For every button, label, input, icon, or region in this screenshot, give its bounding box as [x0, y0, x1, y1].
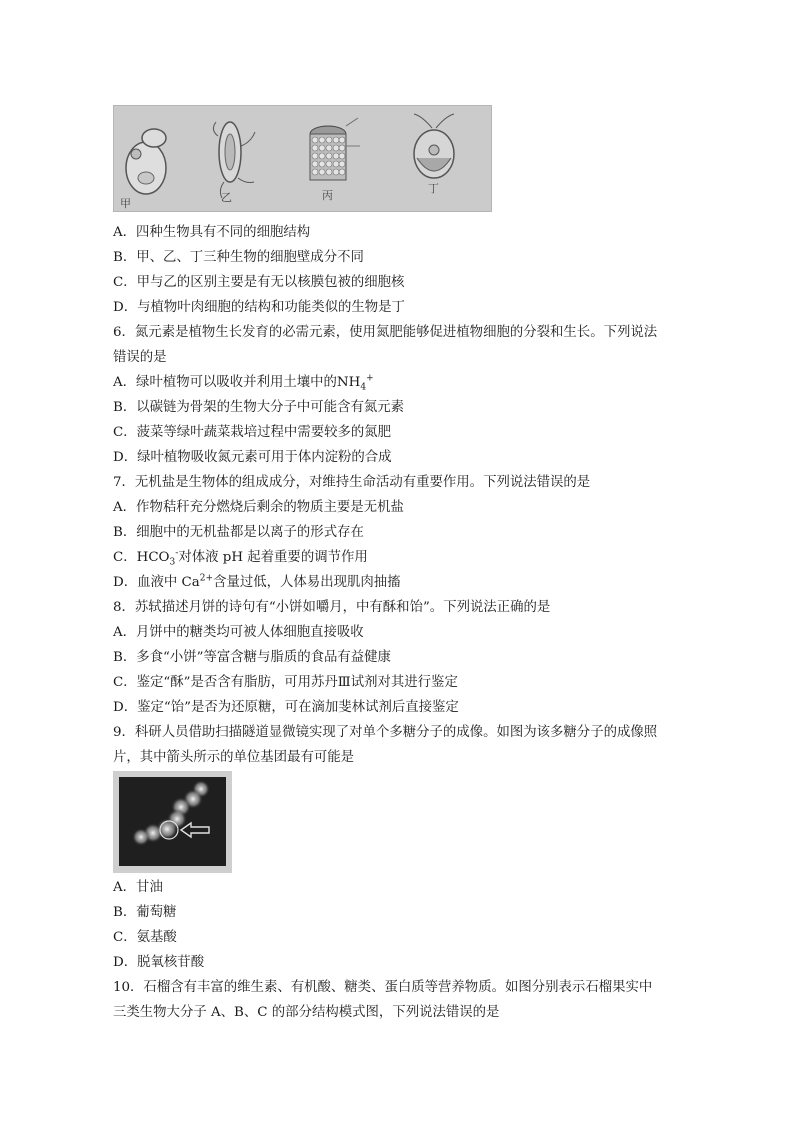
q10-stem-line2: 三类生物大分子 A、B、C 的部分结构模式图，下列说法错误的是 [113, 1005, 500, 1020]
q7-option-d-pre: D．血液中 Ca [113, 575, 200, 590]
q6-stem-line2: 错误的是 [113, 350, 167, 365]
arrow-left-icon [181, 823, 209, 837]
q6-option-a-text: A．绿叶植物可以吸收并利用土壤中的NH [113, 375, 361, 390]
polysaccharide-stm-image [113, 771, 232, 873]
label-yi: 乙 [221, 191, 232, 204]
q5-option-a: A．四种生物具有不同的细胞结构 [113, 225, 311, 240]
q8-option-a: A．月饼中的糖类均可被人体细胞直接吸收 [113, 625, 364, 640]
q6-option-c: C．菠菜等绿叶蔬菜栽培过程中需要较多的氮肥 [113, 425, 392, 440]
q7-option-c [113, 549, 368, 567]
label-jia: 甲 [120, 197, 131, 210]
q7-option-d-sup: 2+ [199, 573, 214, 584]
q8-stem: 8．苏轼描述月饼的诗句有“小饼如嚼月，中有酥和饴”。下列说法正确的是 [113, 600, 551, 615]
q10-stem-line1: 10．石榴含有丰富的维生素、有机酸、糖类、蛋白质等营养物质。如图分别表示石榴果实中 [113, 980, 653, 995]
q9-stem-line1: 9．科研人员借助扫描隧道显微镜实现了对单个多糖分子的成像。如图为该多糖分子的成像照 [113, 725, 658, 740]
q7-option-c-sub: 3 [169, 557, 176, 568]
q9-option-b: B．葡萄糖 [113, 905, 177, 920]
q8-option-c: C．鉴定“酥”是否含有脂肪，可用苏丹Ⅲ试剂对其进行鉴定 [113, 675, 458, 690]
q7-option-d-post: 含量过低，人体易出现肌肉抽搐 [213, 575, 401, 590]
q5-option-c: C．甲与乙的区别主要是有无以核膜包被的细胞核 [113, 275, 405, 290]
q5-option-b: B．甲、乙、丁三种生物的细胞壁成分不同 [113, 250, 364, 265]
q7-option-d [113, 574, 401, 592]
q7-stem: 7．无机盐是生物体的组成成分，对维持生命活动有重要作用。下列说法错误的是 [113, 475, 591, 490]
q7-option-c-sup: - [175, 548, 179, 559]
q9-option-a: A．甘油 [113, 880, 163, 895]
q9-stem-line2: 片，其中箭头所示的单位基团最有可能是 [113, 750, 355, 765]
q8-option-d: D．鉴定“饴”是否为还原糖，可在滴加斐林试剂后直接鉴定 [113, 700, 459, 715]
q7-option-a: A．作物秸秆充分燃烧后剩余的物质主要是无机盐 [113, 500, 404, 515]
q6-stem-line1: 6．氮元素是植物生长发育的必需元素，使用氮肥能够促进植物细胞的分裂和生长。下列说法 [113, 325, 658, 340]
q6-option-a-sup: + [366, 373, 374, 384]
q6-option-d: D．绿叶植物吸收氮元素可用于体内淀粉的合成 [113, 450, 392, 465]
q7-option-b: B．细胞中的无机盐都是以离子的形式存在 [113, 525, 364, 540]
label-ding: 丁 [428, 182, 439, 195]
q5-option-d: D．与植物叶肉细胞的结构和功能类似的生物是丁 [113, 300, 405, 315]
q7-option-c-pre: C．HCO [113, 550, 170, 565]
q6-option-b: B．以碳链为骨架的生物大分子中可能含有氮元素 [113, 400, 405, 415]
q9-option-d: D．脱氧核苷酸 [113, 955, 205, 970]
q6-option-a [113, 374, 374, 392]
q9-option-c: C．氨基酸 [113, 930, 177, 945]
q8-option-b: B．多食“小饼”等富含糖与脂质的食品有益健康 [113, 650, 391, 665]
label-bing: 丙 [322, 189, 333, 202]
organisms-figure [113, 105, 492, 212]
molecule-chain [132, 780, 210, 846]
q6-option-a-sub: 4 [360, 382, 367, 393]
q7-option-c-post: 对体液 pH 起着重要的调节作用 [178, 550, 368, 565]
